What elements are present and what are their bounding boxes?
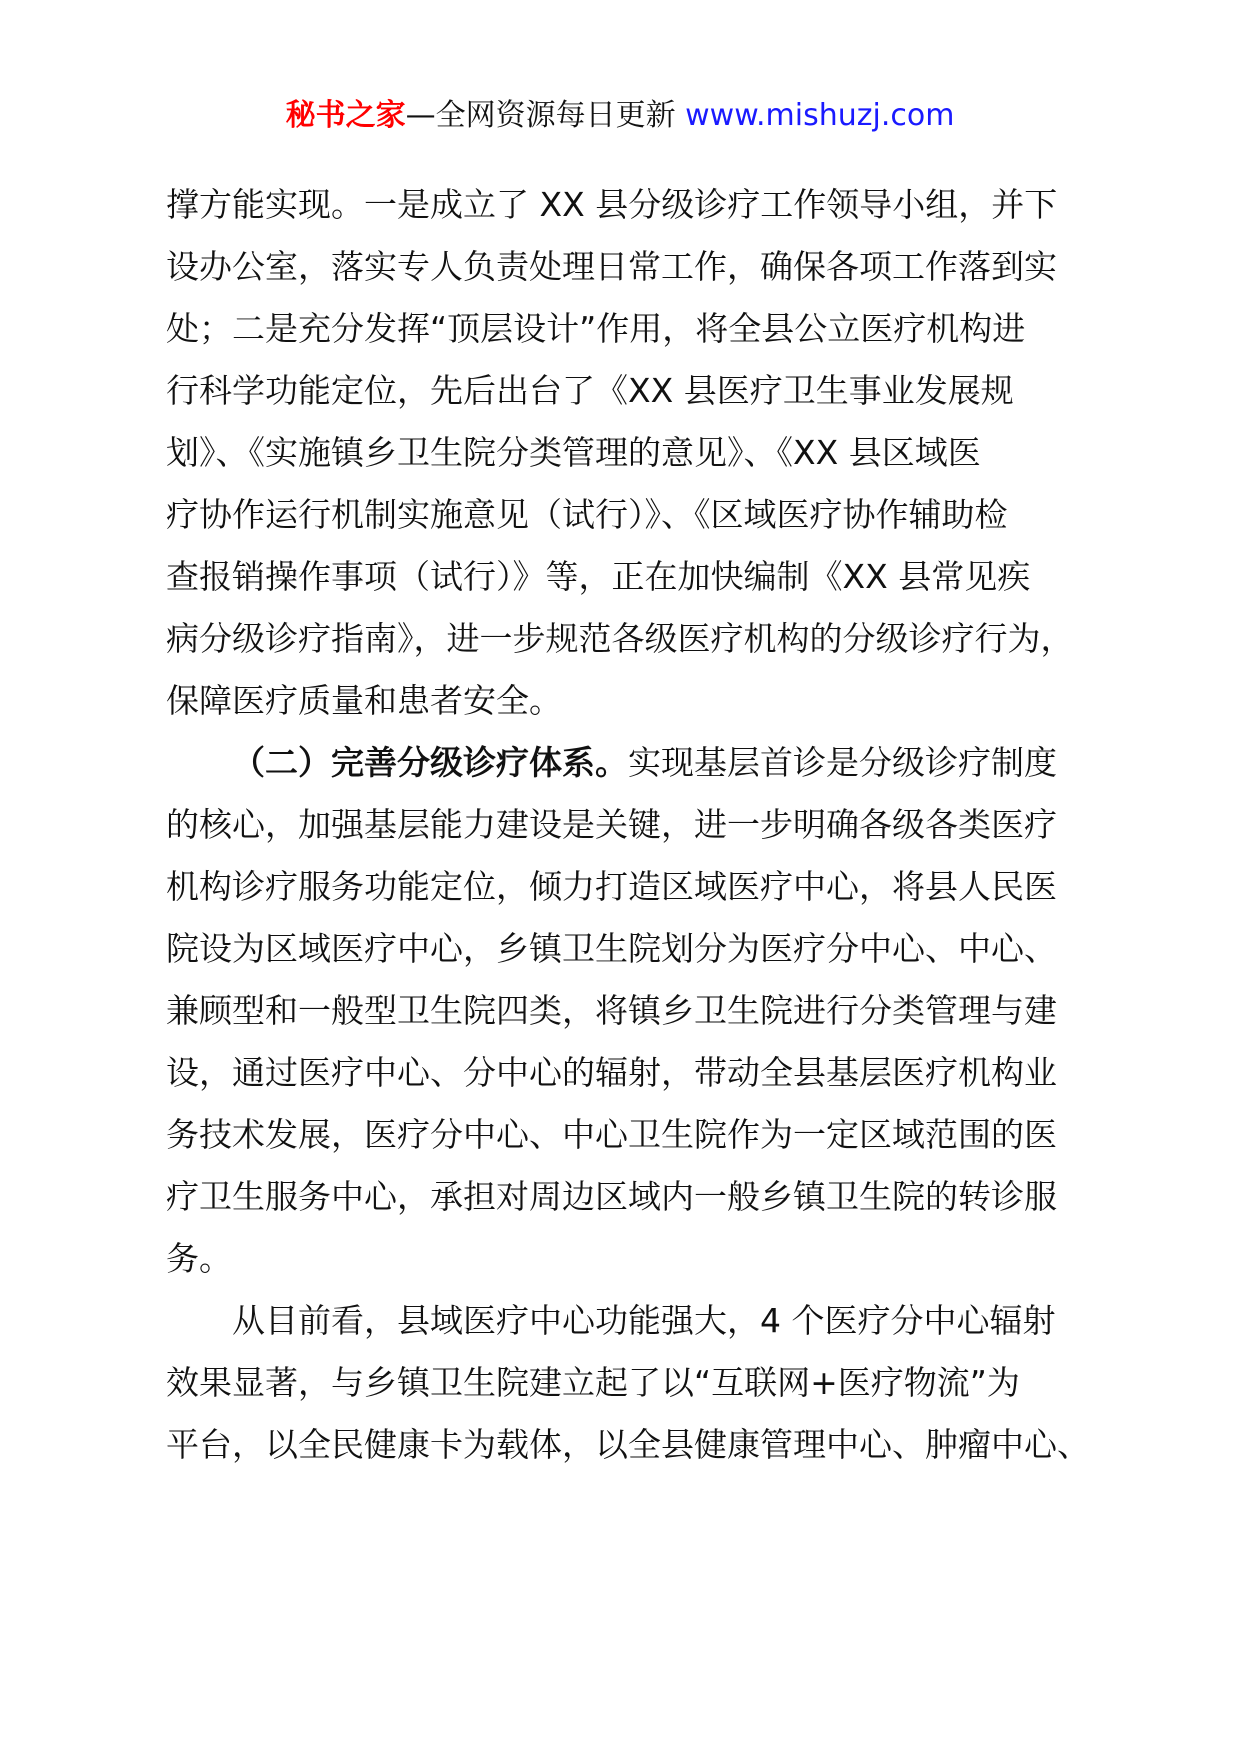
text-line: 行科学功能定位，先后出台了《XX 县医疗卫生事业发展规 [166, 371, 1014, 410]
text-line-first: 从目前看，县域医疗中心功能强大，4 个医疗分中心辐射 [232, 1301, 1056, 1340]
paragraph-1 [166, 174, 1116, 732]
site-slogan: —全网资源每日更新 [405, 98, 686, 133]
text-line: 处；二是充分发挥“顶层设计”作用，将全县公立医疗机构进 [166, 309, 1026, 348]
text-line: 务。 [166, 1239, 232, 1278]
text-line: 设，通过医疗中心、分中心的辐射，带动全县基层医疗机构业 [166, 1053, 1057, 1092]
text-line: 疗卫生服务中心，承担对周边区域内一般乡镇卫生院的转诊服 [166, 1177, 1057, 1216]
site-brand: 秘书之家 [285, 98, 406, 133]
text-line: 兼顾型和一般型卫生院四类，将镇乡卫生院进行分类管理与建 [166, 991, 1057, 1030]
text-line-first [166, 732, 1116, 794]
site-url-link[interactable]: www.mishuzj.com [685, 98, 955, 133]
paragraph-2 [166, 732, 1116, 1290]
text-line: 查报销操作事项（试行）》等，正在加快编制《XX 县常见疾 [166, 557, 1031, 596]
text-line: 设办公室，落实专人负责处理日常工作，确保各项工作落到实 [166, 247, 1057, 286]
section-heading: （二）完善分级诊疗体系。 [232, 743, 628, 782]
paragraph-3 [166, 1290, 1116, 1476]
text-line: 的核心，加强基层能力建设是关键，进一步明确各级各类医疗 [166, 805, 1057, 844]
site-header [0, 96, 1240, 136]
text-line: 疗协作运行机制实施意见（试行）》、《区域医疗协作辅助检 [166, 495, 1008, 534]
text-line: 平台，以全民健康卡为载体，以全县健康管理中心、肿瘤中心、 [166, 1425, 1090, 1464]
text-run: 实现基层首诊是分级诊疗制度 [628, 743, 1057, 782]
text-line: 效果显著，与乡镇卫生院建立起了以“互联网+医疗物流”为 [166, 1363, 1020, 1402]
document-body [166, 174, 1116, 1476]
text-line: 病分级诊疗指南》，进一步规范各级医疗机构的分级诊疗行为， [166, 619, 1074, 658]
text-line: 保障医疗质量和患者安全。 [166, 681, 562, 720]
text-line: 划》、《实施镇乡卫生院分类管理的意见》、《XX 县区域医 [166, 433, 981, 472]
text-line: 机构诊疗服务功能定位，倾力打造区域医疗中心，将县人民医 [166, 867, 1057, 906]
text-line: 院设为区域医疗中心，乡镇卫生院划分为医疗分中心、中心、 [166, 929, 1057, 968]
text-line: 撑方能实现。一是成立了 XX 县分级诊疗工作领导小组，并下 [166, 185, 1058, 224]
text-line: 务技术发展，医疗分中心、中心卫生院作为一定区域范围的医 [166, 1115, 1057, 1154]
